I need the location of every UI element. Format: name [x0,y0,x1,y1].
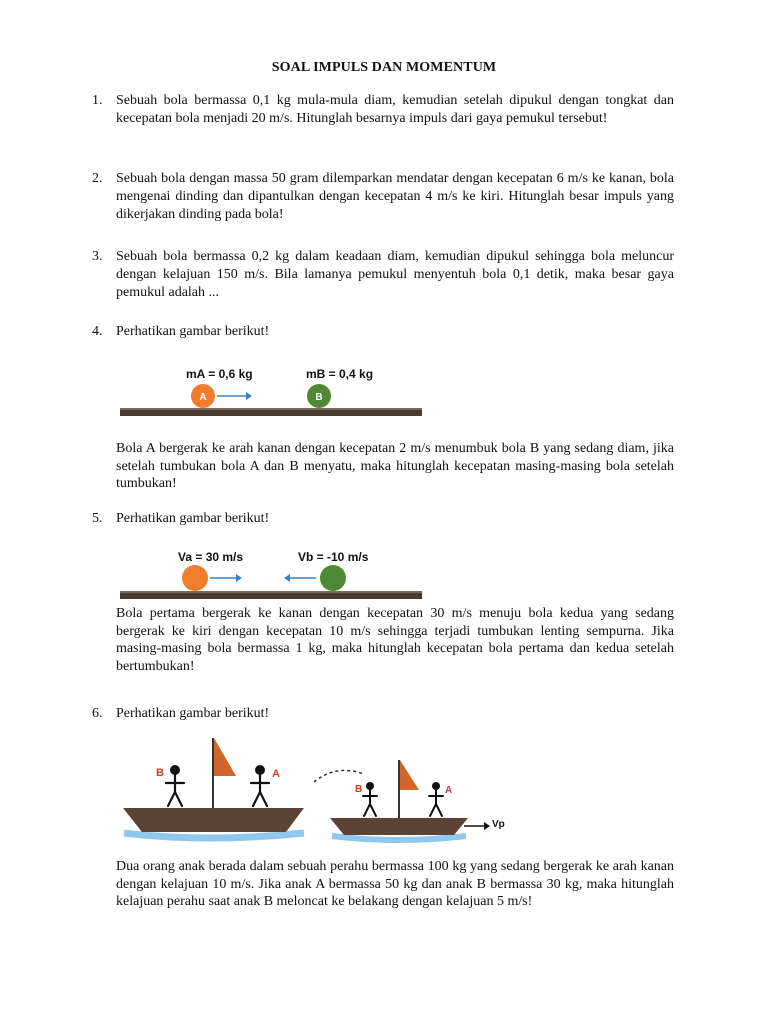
arrow-head-icon [246,392,252,400]
arrow-right-icon [236,574,242,582]
water-waves [124,833,304,838]
question-number: 4. [92,324,103,339]
child-a-label: A [445,785,453,796]
flag-icon [400,760,419,790]
page-title: SOAL IMPULS DAN MOMENTUM [271,60,497,75]
arrow-left-icon [284,574,290,582]
question-text: Perhatikan gambar berikut! [116,706,270,721]
child-b-label: B [156,767,164,779]
mass-b-label: mB = 0,4 kg [306,367,374,381]
child-b-figure [166,765,184,806]
question-text: Perhatikan gambar berikut! [116,324,270,339]
child-a-label: A [272,768,280,780]
child-a-figure [429,782,443,816]
child-b-label: B [355,784,363,795]
figure-collision-q5 [118,545,426,605]
ball-second [320,565,346,591]
question-5-description: Bola pertama bergerak ke kanan dengan kecepatan 30 m/s menuju bola kedua yang sedang bergerak ke kiri dengan kecepatan 10 m/s sehingga terjadi tumbukan lenting sempurna. Jika masing-masing bola bermassa 1 kg, maka hitunglah kecepatan bola pertama dan kedua setelah bertumbukan! [116,606,674,674]
boat-after [330,760,505,840]
vb-label: Vb = -10 m/s [298,550,369,564]
question-number: 6. [92,706,103,721]
question-number: 2. [92,171,103,186]
question-2 [92,170,674,224]
question-text: Sebuah bola bermassa 0,2 kg dalam keadaan diam, kemudian dipukul sehingga bola meluncur dengan kelajuan 150 m/s. Bila lamanya pemukul menyentuh bola 0,1 detik, maka besar gaya pemukul adalah ... [116,249,674,300]
arrow-right-icon [484,822,490,830]
question-6 [92,705,674,723]
figure-boat-q6 [118,730,518,845]
question-5 [92,510,674,528]
flag-icon [214,738,236,776]
ball-b-label: B [315,392,323,403]
boat-hull [123,808,304,832]
vp-label: Vp [492,819,505,830]
question-6-description: Dua orang anak berada dalam sebuah perahu bermassa 100 kg yang sedang bergerak ke arah kanan dengan kelajuan 10 m/s. Jika anak A bermassa 50 kg dan anak B bermassa 30 kg, maka hitunglah kelajuan perahu saat anak B meloncat ke belakang dengan kelajuan 5 m/s! [116,859,674,909]
question-4 [92,323,674,341]
boat-before [123,738,304,838]
question-1 [92,92,674,128]
ball-a-label: A [199,392,207,403]
child-a-figure [251,765,269,806]
jump-arc [314,770,364,782]
water-waves [332,836,466,840]
question-text: Sebuah bola bermassa 0,1 kg mula-mula diam, kemudian setelah dipukul dengan tongkat dan kecepatan bola menjadi 20 m/s. Hitunglah besarnya impuls dari gaya pemukul tersebut! [116,93,674,126]
question-number: 3. [92,249,103,264]
question-3 [92,248,674,302]
figure-collision-q4 [118,360,426,422]
question-number: 5. [92,511,103,526]
child-b-figure [363,782,377,816]
question-4-description: Bola A bergerak ke arah kanan dengan kecepatan 2 m/s menumbuk bola B yang sedang diam, jika setelah tumbukan bola A dan B menyatu, maka hitunglah kecepatan masing-masing bola setelah tumbukan! [116,441,674,491]
ball-first [182,565,208,591]
va-label: Va = 30 m/s [178,550,244,564]
question-number: 1. [92,93,103,108]
boat-hull [330,818,468,835]
mass-a-label: mA = 0,6 kg [186,367,253,381]
question-text: Perhatikan gambar berikut! [116,511,270,526]
question-text: Sebuah bola dengan massa 50 gram dilemparkan mendatar dengan kecepatan 6 m/s ke kanan, bola mengenai dinding dan dipantulkan dengan kecepatan 4 m/s ke kiri. Hitunglah besar impuls yang dikerjakan dinding pada bola! [116,171,674,222]
